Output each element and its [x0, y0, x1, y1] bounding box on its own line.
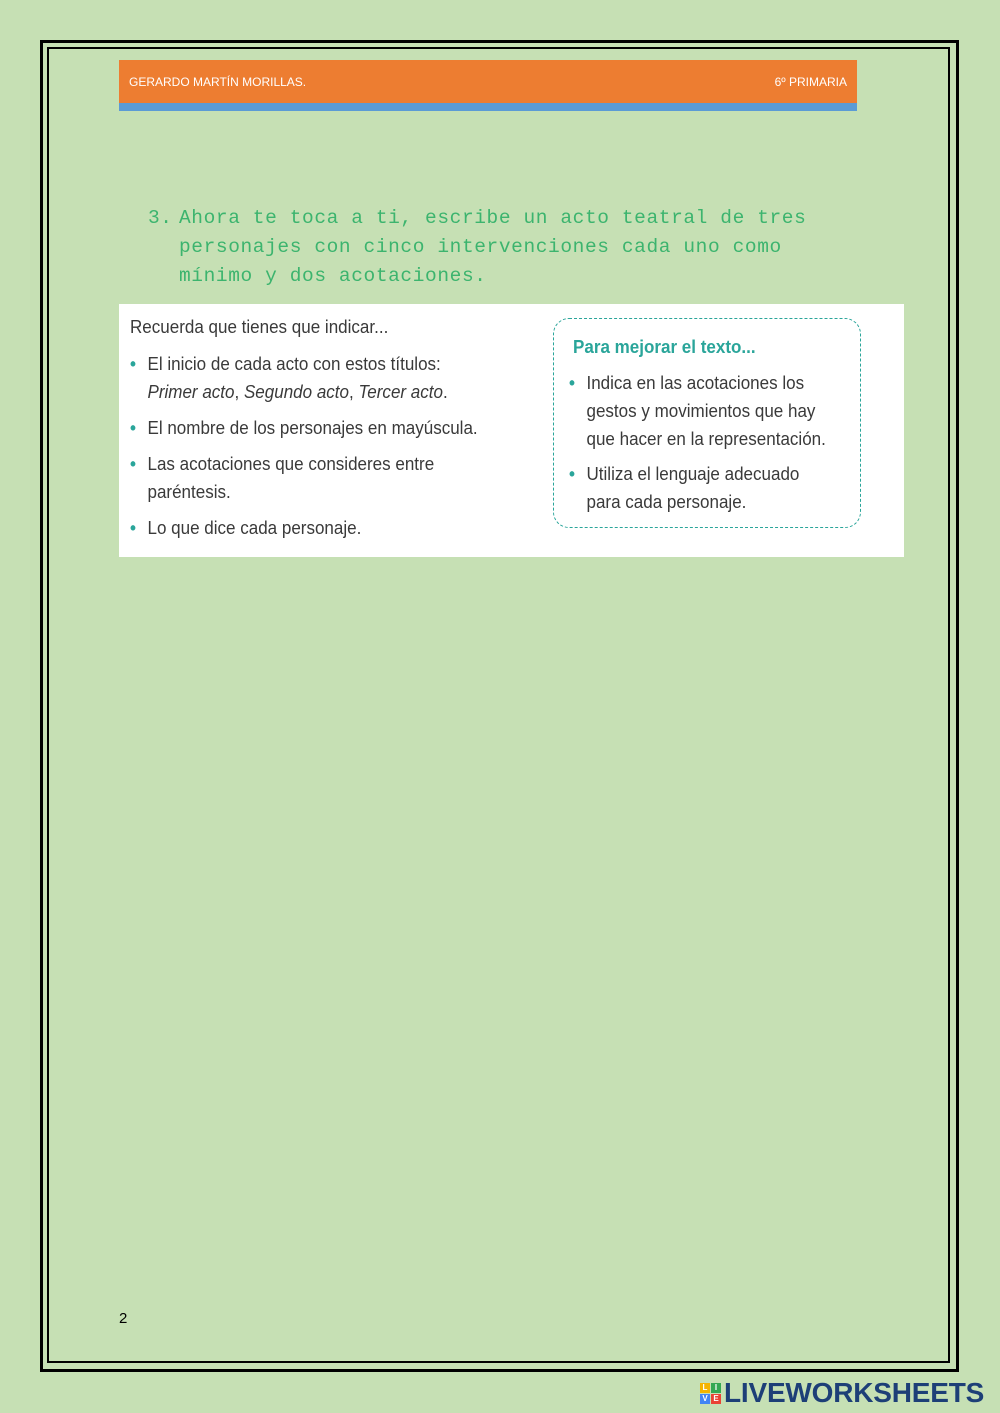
instructions-list: [130, 350, 530, 550]
page-number: 2: [119, 1310, 128, 1327]
liveworksheets-logo-icon: [700, 1383, 721, 1404]
instruction-text: Lo que dice cada personaje.: [147, 517, 362, 538]
bullet-icon: •: [130, 353, 136, 374]
tip-text: Indica en las acotaciones los gestos y movimientos que hay que hacer en la representación.: [586, 372, 826, 449]
liveworksheets-brand[interactable]: [700, 1377, 984, 1409]
bullet-icon: •: [130, 517, 136, 538]
header-stripe: [119, 103, 857, 111]
instruction-separator: ,: [234, 381, 244, 402]
exercise-prompt: [148, 204, 864, 291]
tip-text: Utiliza el lenguaje adecuado para cada personaje.: [586, 463, 800, 512]
exercise-number: 3.: [148, 207, 173, 229]
logo-letter: E: [711, 1394, 721, 1404]
instruction-italic: Segundo acto: [243, 381, 350, 402]
bullet-icon: •: [130, 417, 136, 438]
instructions-title: Recuerda que tienes que indicar...: [130, 316, 389, 337]
logo-letter: I: [711, 1383, 721, 1393]
header-author: GERARDO MARTÍN MORILLAS.: [129, 74, 307, 89]
instruction-text: El inicio de cada acto con estos títulos:: [147, 353, 441, 374]
exercise-text: Ahora te toca a ti, escribe un acto teatral de tres personajes con cinco intervenciones cada uno como mínimo y dos acotaciones.: [179, 207, 807, 287]
bullet-icon: •: [130, 453, 136, 474]
bullet-icon: •: [569, 463, 575, 484]
tips-list: [569, 369, 859, 523]
instruction-text: Las acotaciones que consideres entre paréntesis.: [147, 453, 435, 502]
instruction-italic: Tercer acto: [358, 381, 443, 402]
instruction-italic: Primer acto: [147, 381, 235, 402]
brand-name: LIVEWORKSHEETS: [724, 1377, 985, 1408]
logo-letter: L: [700, 1383, 710, 1393]
list-item: [569, 460, 816, 516]
list-item: [569, 369, 836, 453]
bullet-icon: •: [569, 372, 575, 393]
logo-letter: V: [700, 1394, 710, 1404]
header-grade: 6º PRIMARIA: [774, 74, 847, 89]
page-header: [119, 60, 857, 103]
tips-title: Para mejorar el texto...: [573, 336, 756, 357]
instruction-text: El nombre de los personajes en mayúscula.: [147, 417, 478, 438]
tips-box: [553, 318, 861, 528]
instructions-panel: [119, 304, 904, 557]
list-item: [130, 514, 498, 542]
instruction-end: .: [442, 381, 448, 402]
list-item: [130, 450, 479, 506]
list-item: [130, 350, 498, 406]
instruction-separator: ,: [349, 381, 359, 402]
list-item: [130, 414, 498, 442]
